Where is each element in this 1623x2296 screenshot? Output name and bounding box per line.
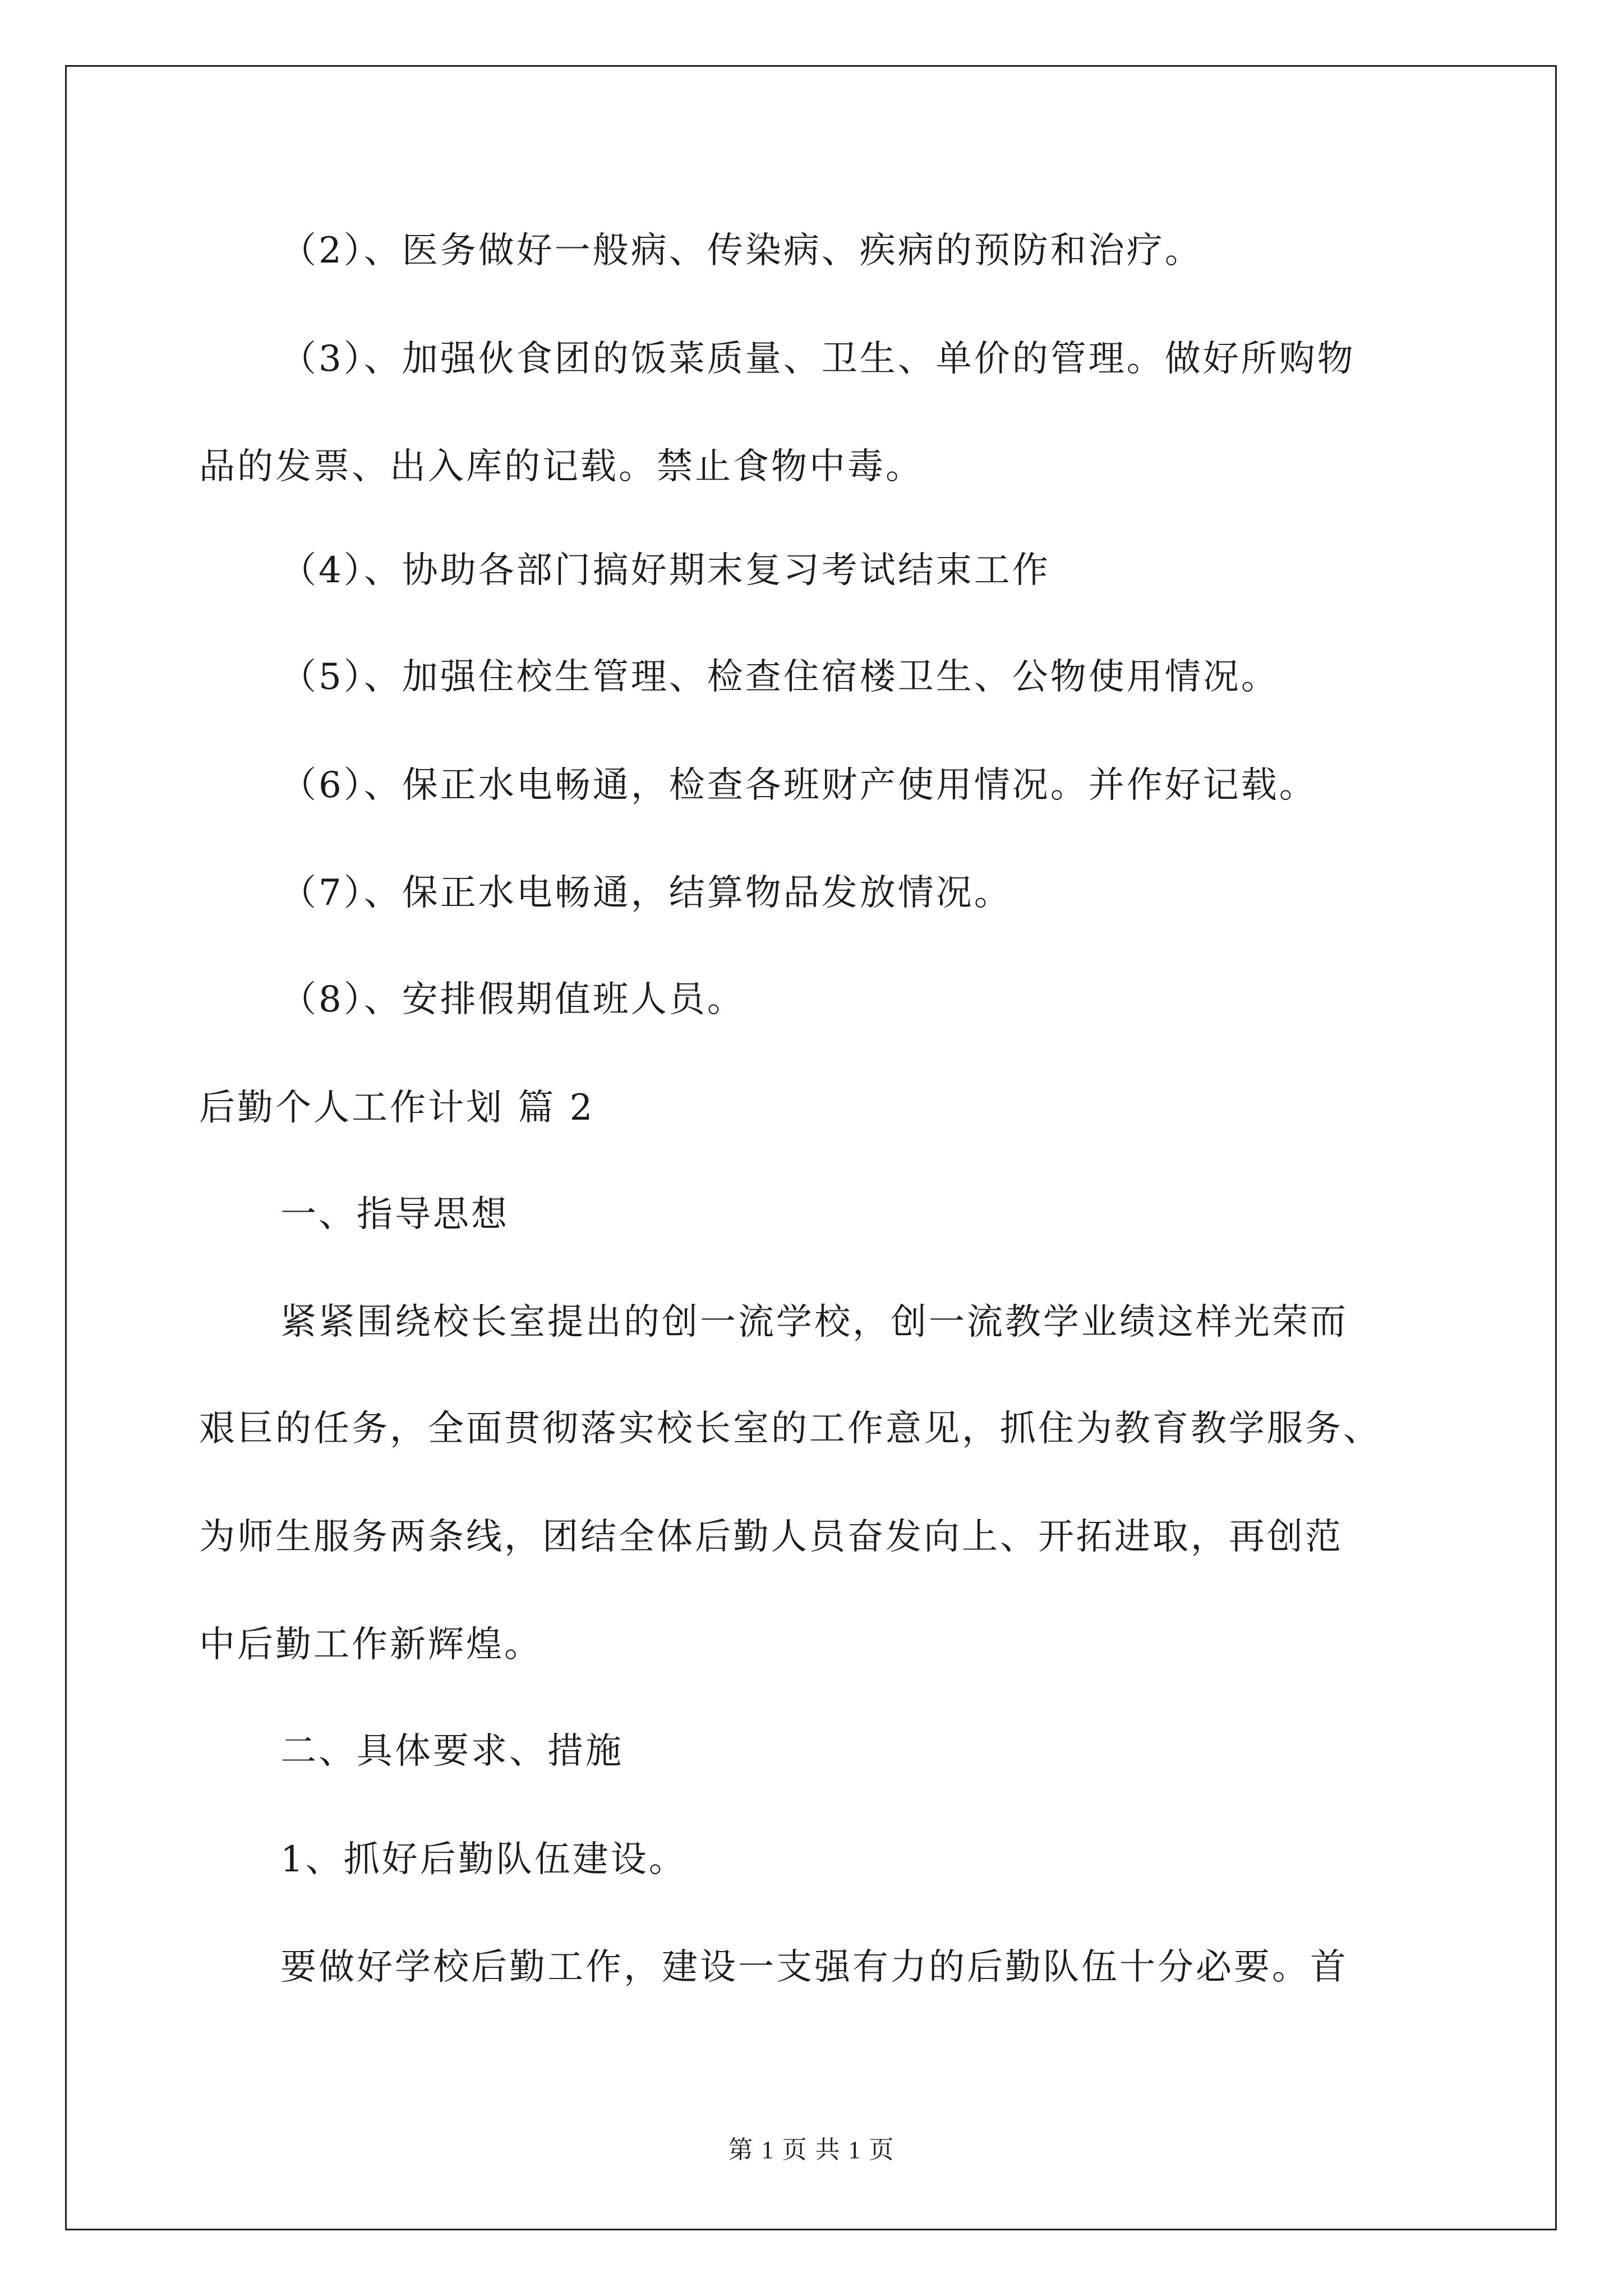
page-border xyxy=(65,65,1557,2230)
paragraph-line: （4）、协助各部门搞好期末复习考试结束工作 xyxy=(280,550,1050,591)
paragraph-line: （3）、加强伙食团的饭菜质量、卫生、单价的管理。做好所购物 xyxy=(280,338,1355,380)
paragraph-line: 要做好学校后勤工作，建设一支强有力的后勤队伍十分必要。首 xyxy=(280,1947,1348,1988)
paragraph-line: 中后勤工作新辉煌。 xyxy=(199,1624,542,1665)
paragraph-line: 紧紧围绕校长室提出的创一流学校，创一流教学业绩这样光荣而 xyxy=(280,1301,1348,1343)
paragraph-line: （6）、保正水电畅通，检查各班财产使用情况。并作好记载。 xyxy=(280,765,1317,806)
paragraph-line: 为师生服务两条线，团结全体后勤人员奋发向上、开拓进取，再创范 xyxy=(199,1516,1343,1558)
paragraph-line: （2）、医务做好一般病、传染病、疾病的预防和治疗。 xyxy=(280,230,1203,272)
page-footer: 第 1 页 共 1 页 xyxy=(728,2136,895,2164)
subsection-heading: 一、指导思想 xyxy=(280,1194,509,1235)
section-heading: 后勤个人工作计划 篇 2 xyxy=(199,1087,595,1129)
paragraph-line: 品的发票、出入库的记载。禁止食物中毒。 xyxy=(199,446,924,487)
paragraph-line: （7）、保正水电畅通，结算物品发放情况。 xyxy=(280,872,1012,914)
paragraph-line: 1、抓好后勤队伍建设。 xyxy=(280,1839,687,1880)
paragraph-line: （8）、安排假期值班人员。 xyxy=(280,979,745,1020)
subsection-heading: 二、具体要求、措施 xyxy=(280,1731,624,1772)
paragraph-line: （5）、加强住校生管理、检查住宿楼卫生、公物使用情况。 xyxy=(280,656,1279,698)
paragraph-line: 艰巨的任务，全面贯彻落实校长室的工作意见，抓住为教育教学服务、 xyxy=(199,1408,1381,1450)
